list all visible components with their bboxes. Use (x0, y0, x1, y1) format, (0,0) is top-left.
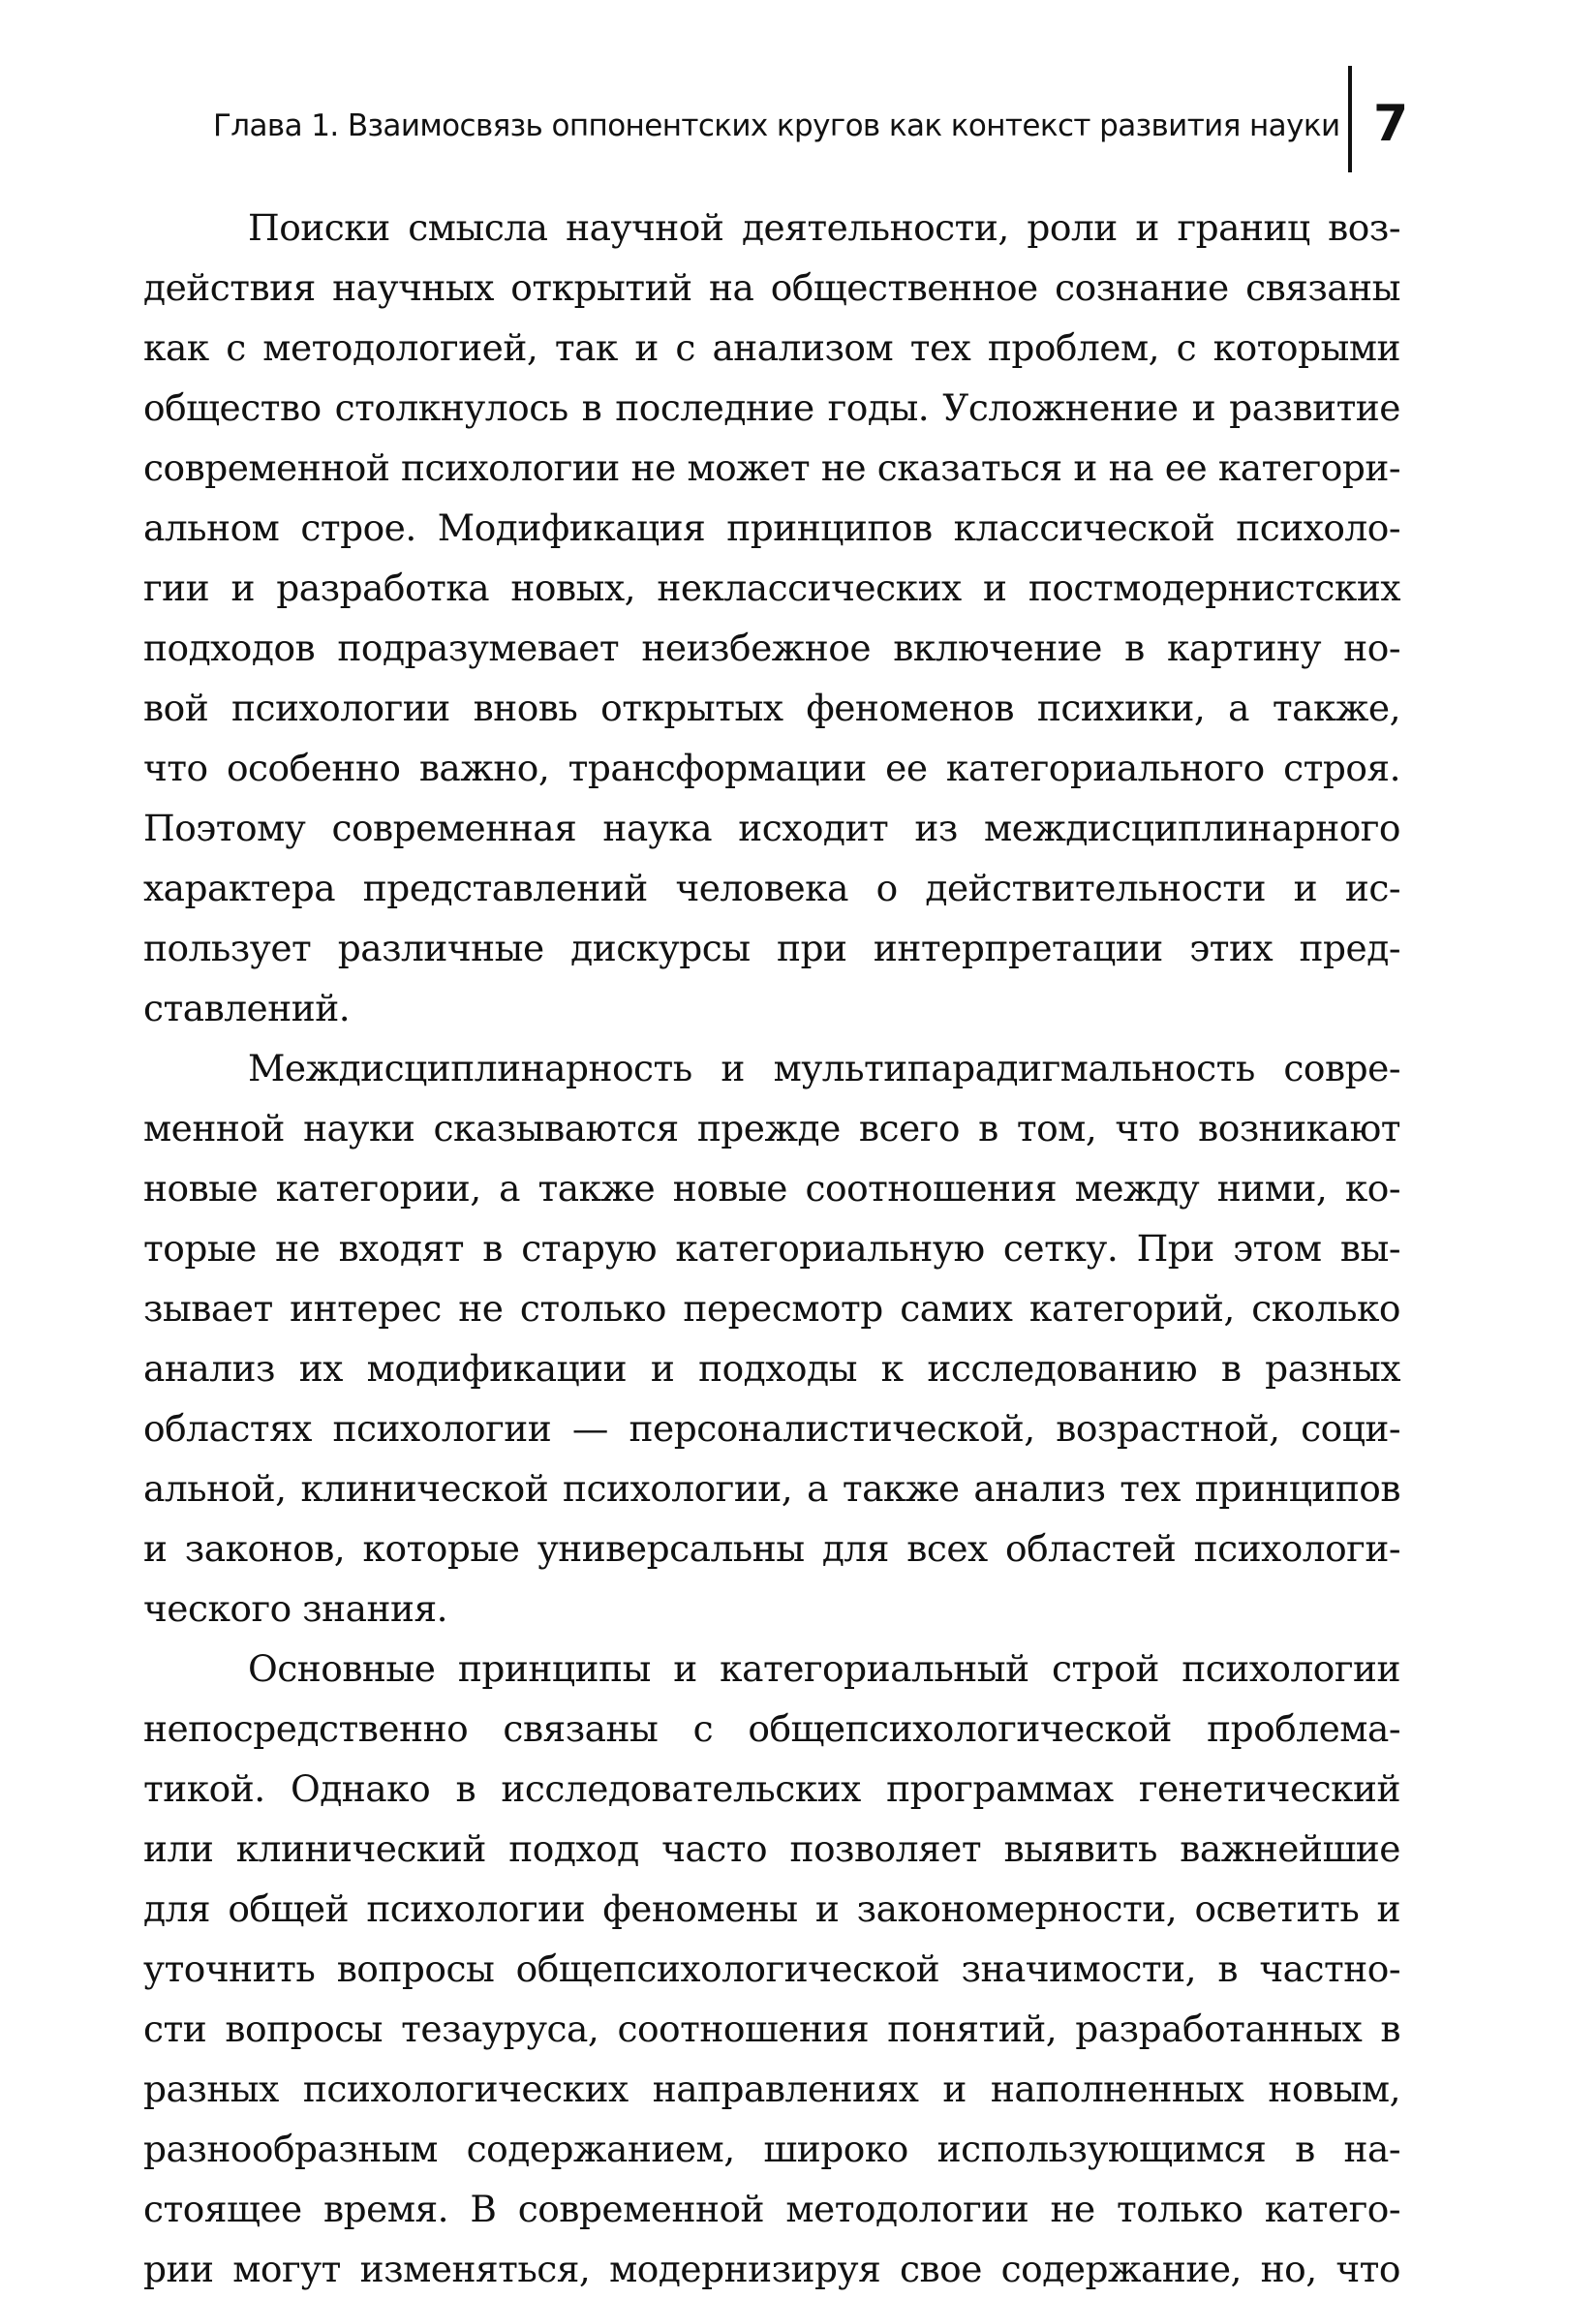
text-line: тикой. Однако в исследовательских программах генетический (143, 1767, 1400, 1810)
text-line: областях психологии — персоналистической, возрастной, соци- (143, 1407, 1400, 1450)
text-line: и законов, которые универсальны для всех областей психологи- (143, 1527, 1400, 1570)
body-text (143, 198, 1400, 2299)
text-line: разных психологических направлениях и наполненных новым, (143, 2068, 1400, 2110)
text-line: Поэтому современная наука исходит из междисциплинарного (143, 807, 1400, 849)
text-line: или клинический подход часто позволяет выявить важнейшие (143, 1827, 1400, 1870)
text-line: менной науки сказываются прежде всего в том, что возникают (143, 1107, 1400, 1150)
text-line: разнообразным содержанием, широко использующимся в на- (143, 2128, 1400, 2170)
text-line: современной психологии не может не сказаться и на ее категори- (143, 446, 1400, 489)
text-line: действия научных открытий на общественное сознание связаны (143, 266, 1400, 309)
paragraph (143, 198, 1400, 1038)
text-line: анализ их модификации и подходы к исследованию в разных (143, 1347, 1400, 1390)
text-line: пользует различные дискурсы при интерпретации этих пред- (143, 927, 1400, 969)
text-line: характера представлений человека о действительности и ис- (143, 867, 1400, 909)
text-line: подходов подразумевает неизбежное включение в картину но- (143, 627, 1400, 669)
text-line: как с методологией, так и с анализом тех проблем, с которыми (143, 326, 1400, 369)
text-line: зывает интерес не столько пересмотр самих категорий, сколько (143, 1287, 1400, 1330)
text-line: торые не входят в старую категориальную сетку. При этом вы- (143, 1227, 1400, 1270)
text-line: сти вопросы тезауруса, соотношения понятий, разработанных в (143, 2008, 1400, 2050)
text-line: для общей психологии феномены и закономерности, осветить и (143, 1887, 1400, 1930)
text-line: Основные принципы и категориальный строй психологии (248, 1647, 1400, 1690)
text-line: альной, клинической психологии, а также анализ тех принципов (143, 1467, 1400, 1510)
paragraph (143, 1038, 1400, 1639)
text-line: гии и разработка новых, неклассических и постмодернистских (143, 567, 1400, 609)
text-line: альном строе. Модификация принципов классической психоло- (143, 506, 1400, 549)
text-line: Междисциплинарность и мультипарадигмальность совре- (248, 1047, 1400, 1089)
text-line: что особенно важно, трансформации ее категориального строя. (143, 747, 1400, 789)
text-line: стоящее время. В современной методологии не только катего- (143, 2188, 1400, 2230)
chapter-title: Глава 1. Взаимосвязь оппонентских кругов как контекст развития науки (213, 108, 1340, 143)
text-line: непосредственно связаны с общепсихологической проблема- (143, 1707, 1400, 1750)
page-number: 7 (1373, 95, 1409, 153)
running-head (143, 95, 1409, 174)
text-line: ческого знания. (143, 1587, 448, 1630)
text-line: рии могут изменяться, модернизируя свое содержание, но, что (143, 2248, 1400, 2290)
text-line: Поиски смысла научной деятельности, роли и границ воз- (248, 206, 1400, 249)
text-line: уточнить вопросы общепсихологической значимости, в частно- (143, 1947, 1400, 1990)
text-line: новые категории, а также новые соотношения между ними, ко- (143, 1167, 1400, 1210)
paragraph (143, 1639, 1400, 2299)
header-divider (1348, 66, 1352, 172)
text-line: вой психологии вновь открытых феноменов психики, а также, (143, 687, 1400, 729)
text-line: ставлений. (143, 987, 351, 1029)
text-line: общество столкнулось в последние годы. Усложнение и развитие (143, 386, 1400, 429)
